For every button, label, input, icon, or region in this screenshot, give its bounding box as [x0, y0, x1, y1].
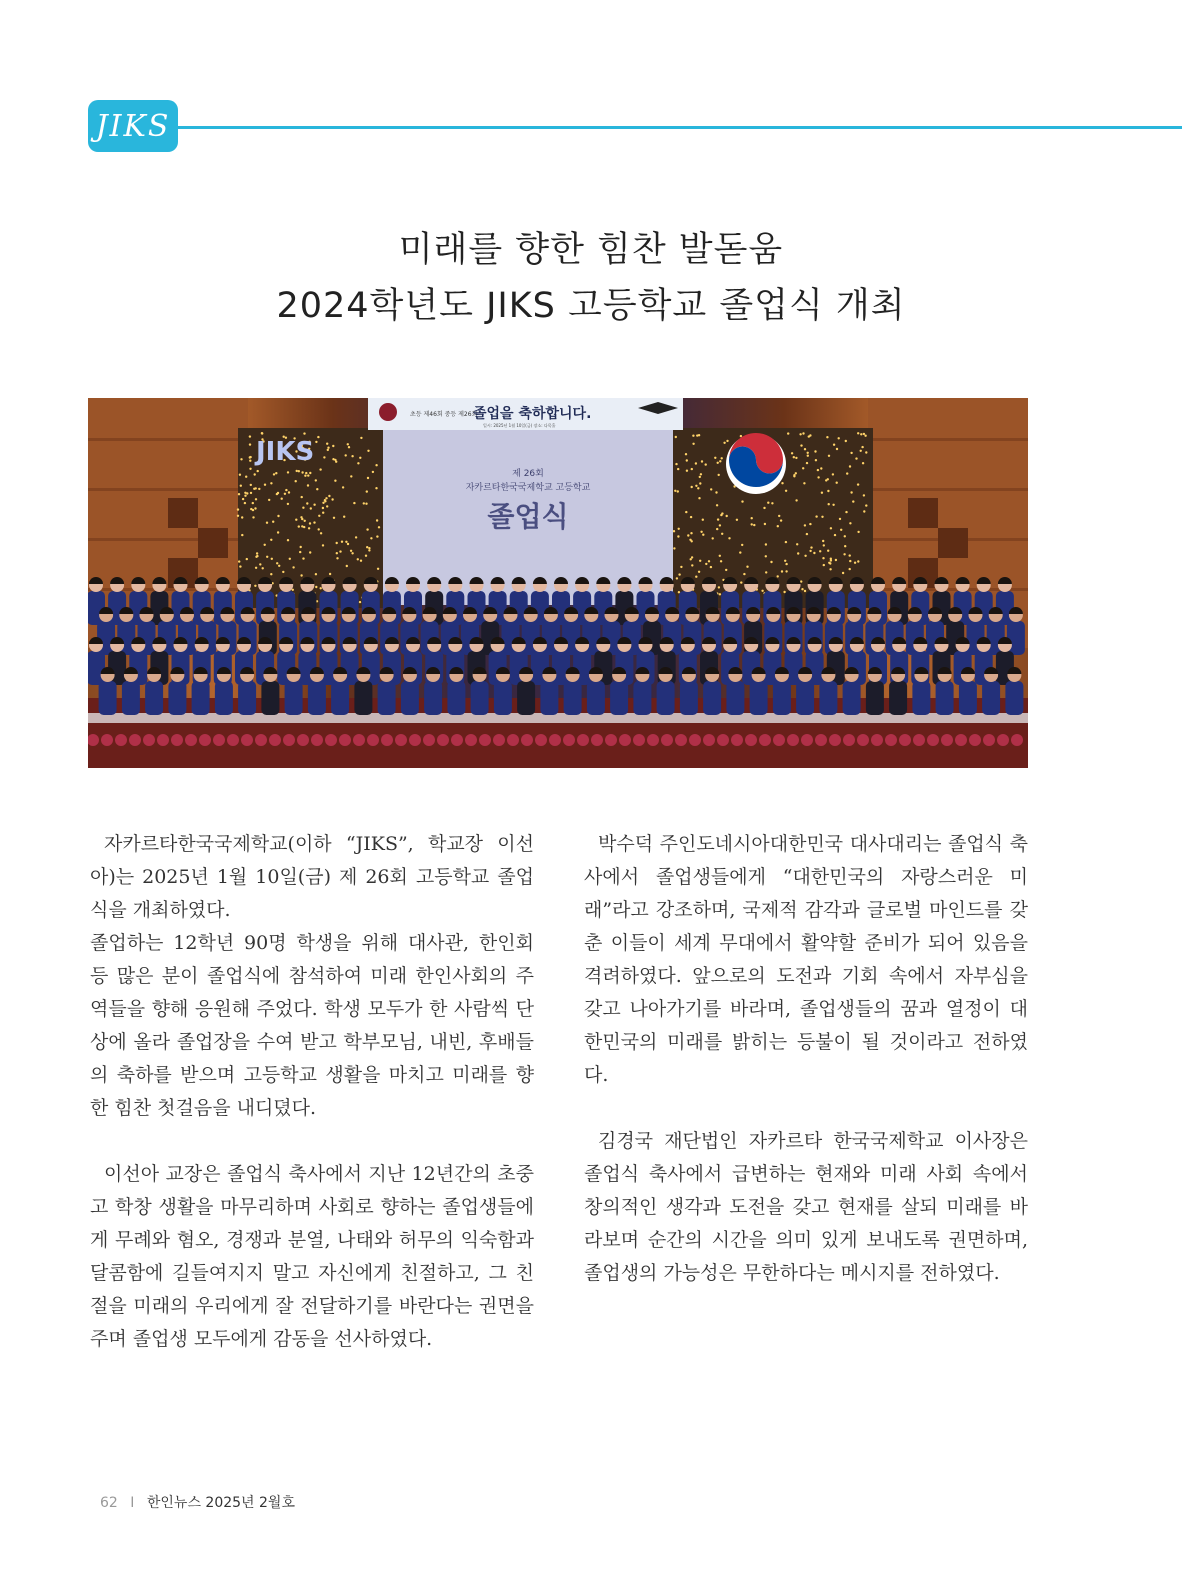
title-line-1: 미래를 향한 힘찬 발돋움: [398, 230, 784, 270]
screen-line-3: 졸업식: [487, 500, 569, 533]
screen-line-2: 자카르타한국국제학교 고등학교: [465, 483, 591, 493]
paragraph: 자카르타한국국제학교(이하 “JIKS”, 학교장 이선아)는 2025년 1월 10일(금) 제 26회 고등학교 졸업식을 개최하였다. 졸업하는 12학년 90명 학생을 위해 대사관, 한인회 등 많은 분이 졸업식에 참석하여 미래 한인사회의 주역들을 향해 응원해 주었다. 학생 모두가 한 사람씩 단상에 올라 졸업장을 수여 받고 학부모님, 내빈, 후배들의 축하를 받으며 고등학교 생활을 마치고 미래를 향한 힘찬 첫걸음을 내디뎠다.: [90, 833, 534, 1119]
graduation-photo: [88, 398, 1028, 768]
banner-sub-text: 일시: 2025년 1월 10일(금) 장소: 다목홀: [483, 423, 556, 428]
screen-line-1: 제 26회: [512, 469, 544, 479]
title-line-2: 2024학년도 JIKS 고등학교 졸업식 개최: [276, 286, 906, 326]
logo-text: JIKS: [95, 108, 171, 144]
paragraph: 김경국 재단법인 자카르타 한국국제학교 이사장은 졸업식 축사에서 급변하는 현재와 미래 사회 속에서 창의적인 생각과 도전을 갖고 현재를 살되 미래를 바라보며 순간의 시간을 의미 있게 보내도록 권면하며, 졸업생의 가능성은 무한하다는 메시지를 전하였다.: [584, 1130, 1028, 1284]
publication-name: 한인뉴스 2025년 2월호: [146, 1495, 295, 1511]
paragraph: 박수덕 주인도네시아대한민국 대사대리는 졸업식 축사에서 졸업생들에게 “대한민국의 자랑스러운 미래”라고 강조하며, 국제적 감각과 글로벌 마인드를 갖춘 이들이 세계 무대에서 활약할 준비가 되어 있음을 격려하였다. 앞으로의 도전과 기회 속에서 자부심을 갖고 나아가기를 바라며, 졸업생들의 꿈과 열정이 대한민국의 미래를 밝히는 등불이 될 것이라고 전하였다.: [584, 833, 1028, 1086]
paragraph: 이선아 교장은 졸업식 축사에서 지난 12년간의 초중고 학창 생활을 마무리하며 사회로 향하는 졸업생들에게 무례와 혐오, 경쟁과 분열, 나태와 허무의 익숙함과 달콤함에 길들여지지 말고 자신에게 친절하고, 그 친절을 미래의 우리에게 잘 전달하기를 바란다는 권면을 주며 졸업생 모두에게 감동을 선사하였다.: [90, 1163, 534, 1350]
banner-main-text: 졸업을 축하합니다.: [473, 406, 592, 422]
article-column-left: [90, 828, 534, 1356]
footer-separator: I: [130, 1495, 135, 1511]
banner-small-text: 초등 제46회 중등 제26회: [410, 411, 478, 418]
jiks-sign: JIKS: [256, 437, 315, 467]
article-title: [0, 222, 1182, 334]
article-column-right: [584, 828, 1028, 1290]
header-rule: [174, 126, 1182, 129]
jiks-logo: [88, 100, 178, 152]
page-number: 62: [100, 1495, 118, 1511]
page-footer: [100, 1492, 295, 1512]
